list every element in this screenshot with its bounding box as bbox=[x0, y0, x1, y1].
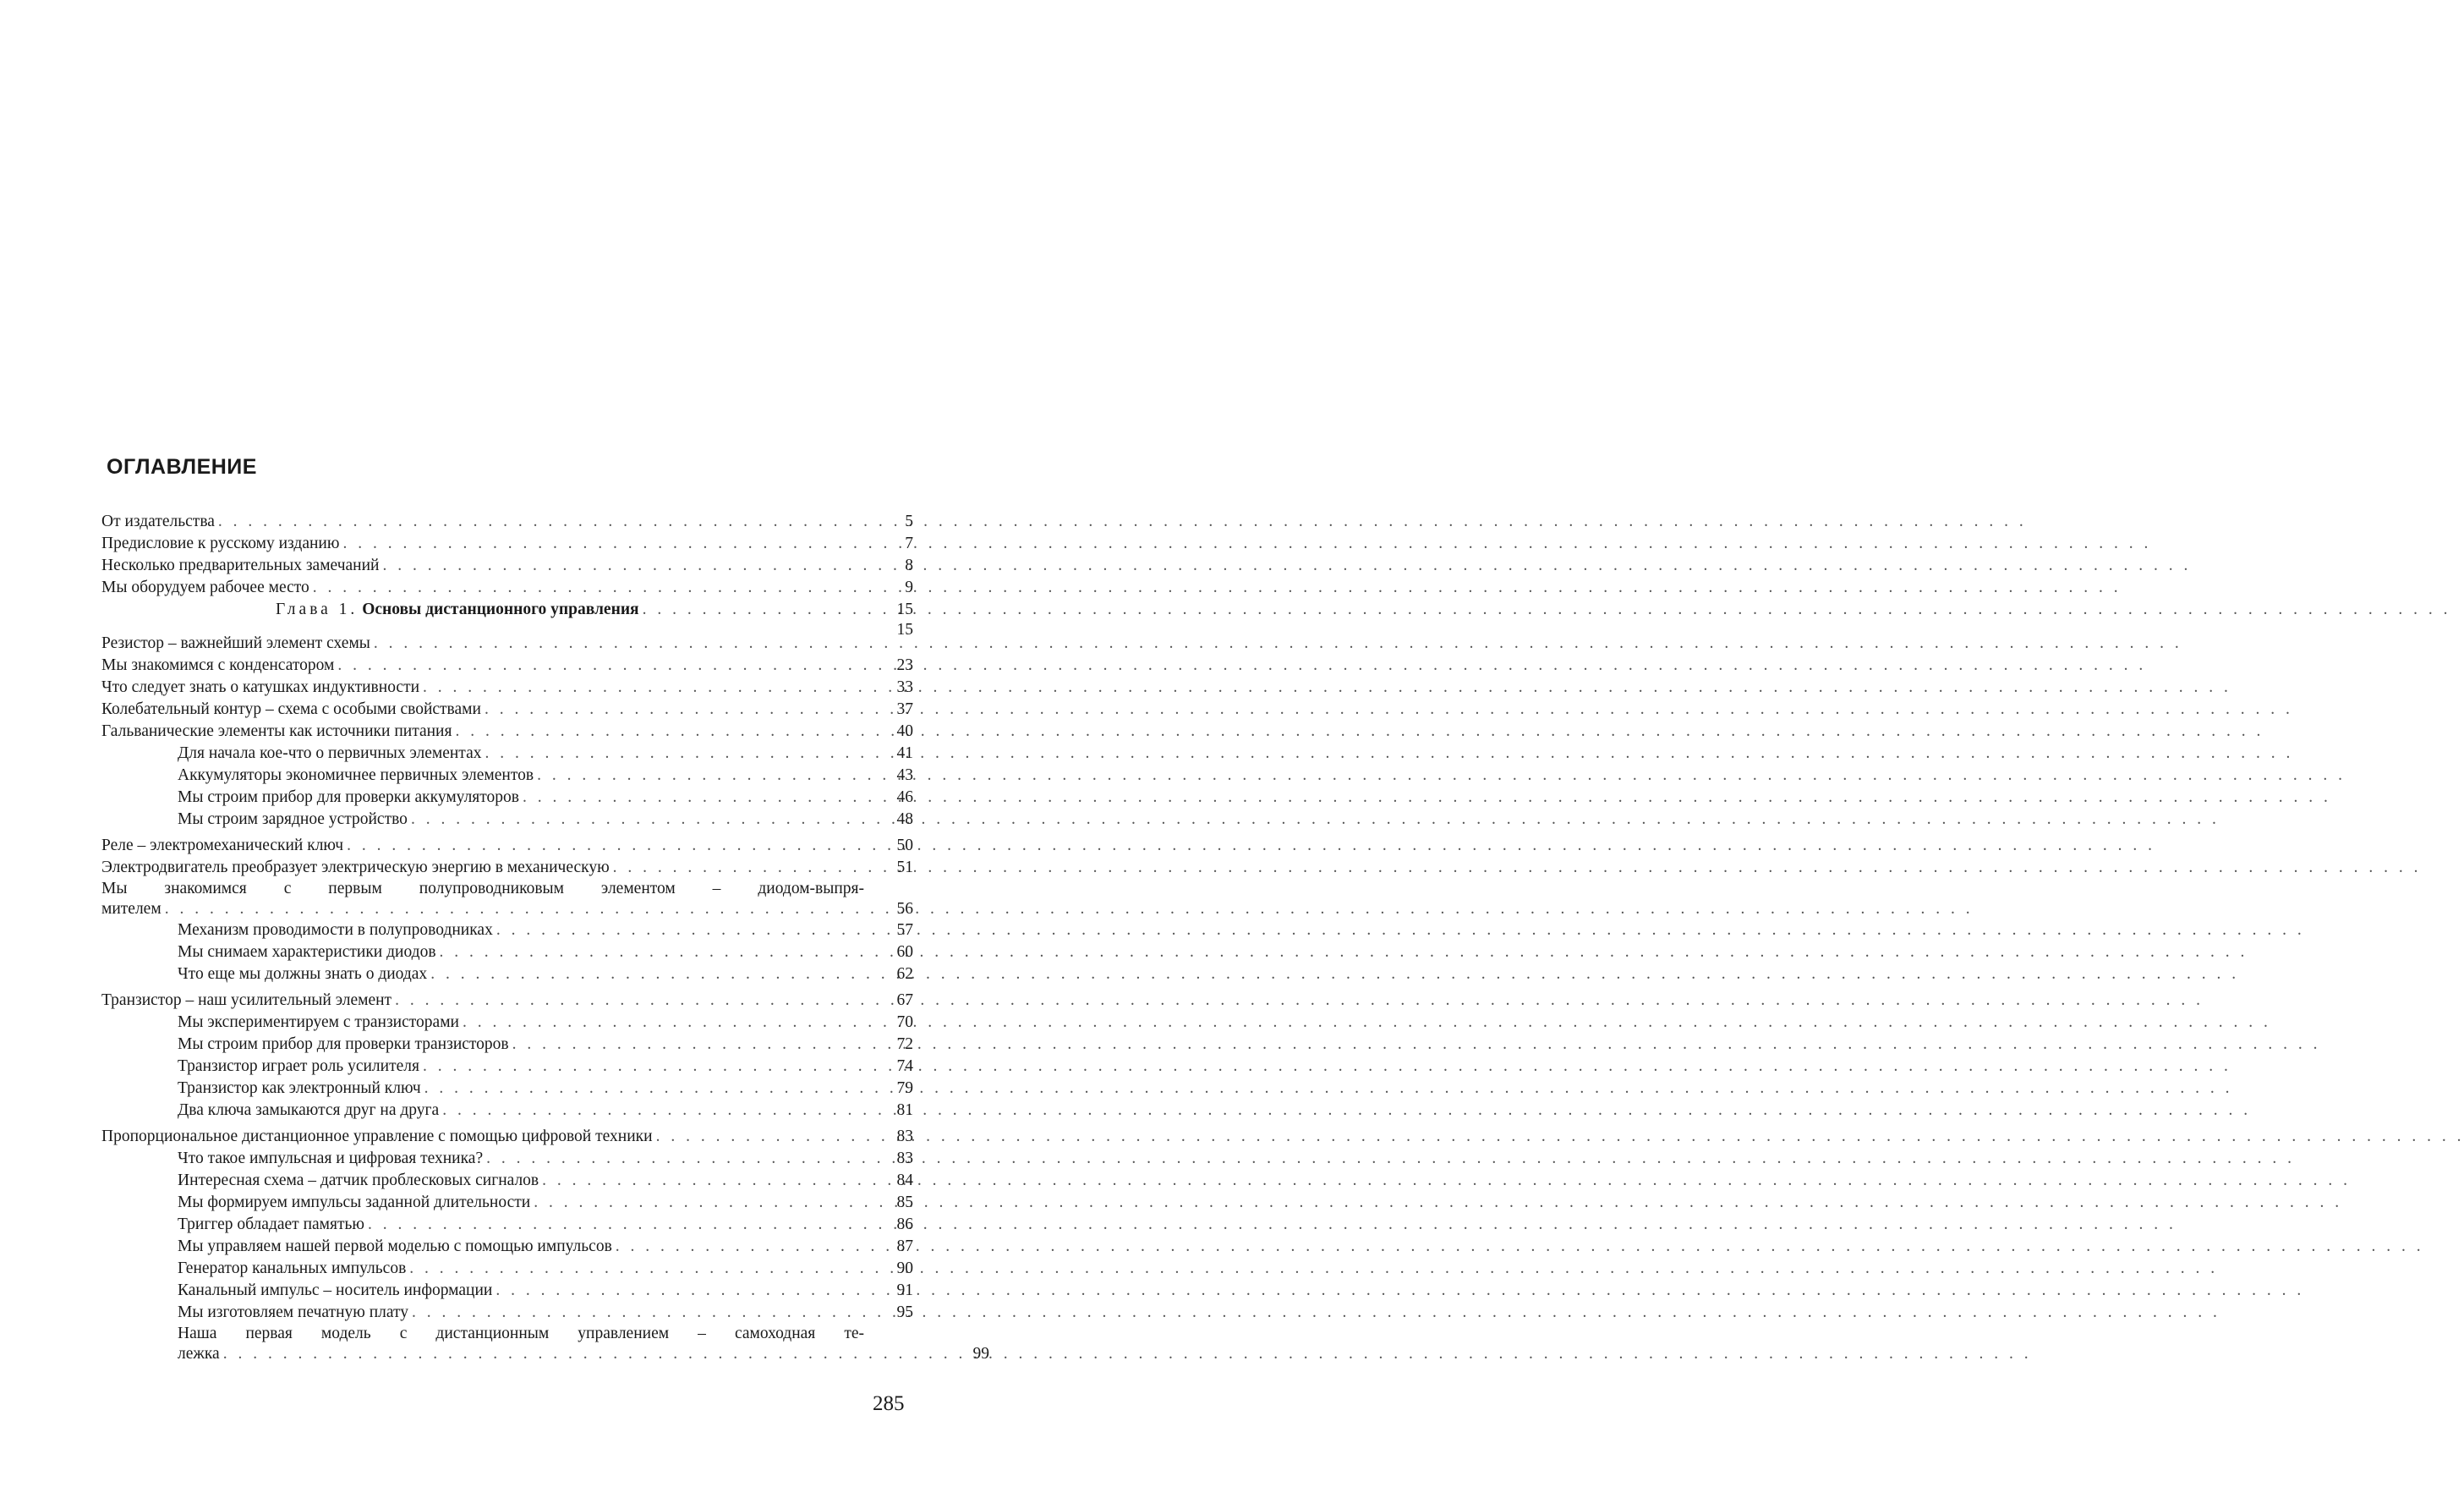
entry-title: Мы снимаем характеристики диодов bbox=[178, 943, 436, 961]
leader-dots bbox=[530, 1192, 873, 1214]
toc-heading: ОГЛАВЛЕНИЕ bbox=[107, 455, 257, 479]
entry-title: Пропорциональное дистанционное управление с помощью цифровой техники bbox=[101, 1128, 653, 1145]
leader-dots bbox=[481, 743, 873, 765]
entry-page: 8 bbox=[905, 557, 913, 574]
toc-subentry-two-line bbox=[101, 1324, 989, 1364]
leader-dots bbox=[436, 941, 873, 963]
entry-page: 56 bbox=[896, 900, 913, 918]
entry-page: 79 bbox=[896, 1079, 913, 1097]
extra-page: 15 bbox=[896, 621, 913, 639]
entry-title: Мы управляем нашей первой моделью с помощью импульсов bbox=[178, 1237, 612, 1255]
leader-dots bbox=[343, 835, 873, 857]
entry-page: 87 bbox=[896, 1237, 913, 1255]
entry-page: 99 bbox=[972, 1345, 989, 1363]
toc-entry bbox=[101, 655, 913, 677]
toc-subentry bbox=[101, 1012, 913, 1034]
leader-dots bbox=[481, 699, 873, 721]
entry-title: Мы строим прибор для проверки аккумуляторов bbox=[178, 788, 519, 806]
toc-subentry bbox=[101, 809, 913, 831]
leader-dots bbox=[364, 1214, 873, 1236]
entry-page: 57 bbox=[896, 921, 913, 939]
toc-subentry bbox=[101, 1214, 913, 1236]
entry-page: 90 bbox=[896, 1259, 913, 1277]
toc-entry bbox=[101, 577, 913, 599]
leader-dots bbox=[610, 857, 873, 879]
chapter-prefix: Глава 1. bbox=[276, 601, 359, 618]
toc-entry bbox=[101, 721, 913, 743]
entry-title: Транзистор играет роль усилителя bbox=[178, 1057, 419, 1075]
toc-subentry bbox=[101, 1302, 913, 1324]
leader-dots bbox=[639, 599, 873, 621]
toc-entry bbox=[101, 1126, 913, 1148]
leader-dots bbox=[379, 555, 873, 577]
entry-page: 72 bbox=[896, 1035, 913, 1053]
toc-entry bbox=[101, 511, 913, 533]
toc-subentry bbox=[101, 919, 913, 941]
entry-title: Мы изготовляем печатную плату bbox=[178, 1303, 409, 1321]
leader-dots bbox=[370, 633, 873, 655]
entry-line2 bbox=[101, 1344, 989, 1364]
entry-title: Реле – электромеханический ключ bbox=[101, 837, 344, 854]
entry-page: 95 bbox=[896, 1303, 913, 1321]
entry-page: 51 bbox=[896, 859, 913, 876]
entry-title: Что следует знать о катушках индуктивности bbox=[101, 678, 420, 696]
toc-entry bbox=[101, 699, 913, 721]
leader-dots bbox=[162, 899, 873, 919]
entry-page: 46 bbox=[896, 788, 913, 806]
entry-title: Гальванические элементы как источники питания bbox=[101, 722, 452, 740]
entry-title-line2: мителем bbox=[101, 900, 162, 918]
leader-dots bbox=[439, 1100, 873, 1122]
leader-dots bbox=[419, 677, 873, 699]
entry-title: Транзистор как электронный ключ bbox=[178, 1079, 421, 1097]
leader-dots bbox=[406, 1258, 873, 1280]
leader-dots bbox=[483, 1148, 873, 1170]
leader-dots bbox=[509, 1034, 873, 1056]
entry-title: Несколько предварительных замечаний bbox=[101, 557, 380, 574]
entry-page: 70 bbox=[896, 1013, 913, 1031]
toc-subentry bbox=[101, 1148, 913, 1170]
toc-subentry bbox=[101, 941, 913, 963]
toc-subentry bbox=[101, 1100, 913, 1122]
entry-title: Мы строим зарядное устройство bbox=[178, 810, 408, 828]
toc-subentry bbox=[101, 1170, 913, 1192]
toc-subentry bbox=[101, 743, 913, 765]
leader-dots bbox=[612, 1236, 873, 1258]
leader-dots bbox=[392, 990, 873, 1012]
table-of-contents bbox=[101, 511, 989, 1364]
entry-page: 15 bbox=[896, 601, 913, 618]
entry-title: Генератор канальных импульсов bbox=[178, 1259, 407, 1277]
entry-page: 43 bbox=[896, 766, 913, 784]
toc-entry bbox=[101, 990, 913, 1012]
entry-title: Резистор – важнейший элемент схемы bbox=[101, 634, 370, 652]
leader-dots bbox=[459, 1012, 873, 1034]
leader-dots bbox=[309, 577, 873, 599]
entry-title: Колебательный контур – схема с особыми свойствами bbox=[101, 700, 481, 718]
entry-title: Мы оборудуем рабочее место bbox=[101, 579, 309, 596]
entry-page: 37 bbox=[896, 700, 913, 718]
toc-entry-two-line bbox=[101, 879, 913, 919]
entry-page: 84 bbox=[896, 1171, 913, 1189]
leader-dots bbox=[492, 1280, 873, 1302]
entry-page: 9 bbox=[905, 579, 913, 596]
toc-entry bbox=[101, 533, 913, 555]
entry-page: 50 bbox=[896, 837, 913, 854]
toc-subentry bbox=[101, 1236, 913, 1258]
entry-page: 48 bbox=[896, 810, 913, 828]
entry-page: 67 bbox=[896, 991, 913, 1009]
book-page bbox=[0, 0, 1015, 1487]
toc-subentry bbox=[101, 1078, 913, 1100]
chapter-name: Основы дистанционного управления bbox=[362, 601, 639, 618]
entry-title: Триггер обладает памятью bbox=[178, 1215, 364, 1233]
toc-subentry bbox=[101, 1056, 913, 1078]
leader-dots bbox=[519, 787, 873, 809]
entry-page: 91 bbox=[896, 1281, 913, 1299]
entry-title: Транзистор – наш усилительный элемент bbox=[101, 991, 392, 1009]
entry-title: Аккумуляторы экономичнее первичных элементов bbox=[178, 766, 534, 784]
entry-page: 81 bbox=[896, 1101, 913, 1119]
entry-page: 86 bbox=[896, 1215, 913, 1233]
entry-title: Мы строим прибор для проверки транзисторов bbox=[178, 1035, 509, 1053]
leader-dots bbox=[493, 919, 873, 941]
toc-subentry bbox=[101, 1258, 913, 1280]
toc-subentry bbox=[101, 765, 913, 787]
entry-page: 23 bbox=[896, 656, 913, 674]
leader-dots bbox=[334, 655, 873, 677]
entry-title-line1: Мы знакомимся с первым полупроводниковым элементом – диодом-выпря- bbox=[101, 880, 864, 897]
entry-title: Два ключа замыкаются друг на друга bbox=[178, 1101, 440, 1119]
toc-subentry bbox=[101, 963, 913, 985]
entry-title: Электродвигатель преобразует электрическую энергию в механическую bbox=[101, 859, 610, 876]
entry-page: 41 bbox=[896, 744, 913, 762]
leader-dots bbox=[419, 1056, 873, 1078]
leader-dots bbox=[539, 1170, 873, 1192]
entry-title: Механизм проводимости в полупроводниках bbox=[178, 921, 493, 939]
entry-title: Мы экспериментируем с транзисторами bbox=[178, 1013, 459, 1031]
leader-dots bbox=[220, 1344, 949, 1364]
entry-page: 5 bbox=[905, 513, 913, 530]
entry-title: Для начала кое-что о первичных элементах bbox=[178, 744, 482, 762]
entry-title-line2: лежка bbox=[178, 1345, 220, 1363]
entry-page: 85 bbox=[896, 1193, 913, 1211]
entry-page: 7 bbox=[905, 535, 913, 552]
leader-dots bbox=[427, 963, 873, 985]
entry-title: От издательства bbox=[101, 513, 215, 530]
leader-dots bbox=[408, 1302, 873, 1324]
chapter-title bbox=[101, 599, 639, 621]
leader-dots bbox=[452, 721, 873, 743]
entry-title: Мы знакомимся с конденсатором bbox=[101, 656, 335, 674]
toc-subentry bbox=[101, 1192, 913, 1214]
leader-dots bbox=[408, 809, 873, 831]
leader-dots bbox=[215, 511, 873, 533]
entry-title: Предисловие к русскому изданию bbox=[101, 535, 340, 552]
leader-dots bbox=[534, 765, 873, 787]
entry-title: Что такое импульсная и цифровая техника? bbox=[178, 1150, 484, 1167]
entry-title: Канальный импульс – носитель информации bbox=[178, 1281, 493, 1299]
toc-entry bbox=[101, 633, 913, 655]
toc-entry bbox=[101, 555, 913, 577]
entry-page: 60 bbox=[896, 943, 913, 961]
toc-subentry bbox=[101, 1280, 913, 1302]
entry-page: 74 bbox=[896, 1057, 913, 1075]
toc-subentry bbox=[101, 787, 913, 809]
toc-entry bbox=[101, 835, 913, 857]
entry-title-line1: Наша первая модель с дистанционным управлением – самоходная те- bbox=[178, 1325, 864, 1342]
leader-dots bbox=[421, 1078, 873, 1100]
entry-title: Интересная схема – датчик проблесковых сигналов bbox=[178, 1171, 539, 1189]
leader-dots bbox=[653, 1126, 873, 1148]
entry-page: 83 bbox=[896, 1150, 913, 1167]
entry-page: 62 bbox=[896, 965, 913, 983]
entry-line2 bbox=[101, 899, 913, 919]
page-number: 285 bbox=[873, 1392, 905, 1415]
entry-title: Что еще мы должны знать о диодах bbox=[178, 965, 428, 983]
entry-page: 40 bbox=[896, 722, 913, 740]
entry-page: 33 bbox=[896, 678, 913, 696]
leader-dots bbox=[339, 533, 873, 555]
toc-chapter-entry bbox=[101, 599, 913, 621]
toc-entry bbox=[101, 677, 913, 699]
entry-title: Мы формируем импульсы заданной длительности bbox=[178, 1193, 531, 1211]
toc-entry bbox=[101, 857, 913, 879]
toc-subentry bbox=[101, 1034, 913, 1056]
entry-page: 83 bbox=[896, 1128, 913, 1145]
